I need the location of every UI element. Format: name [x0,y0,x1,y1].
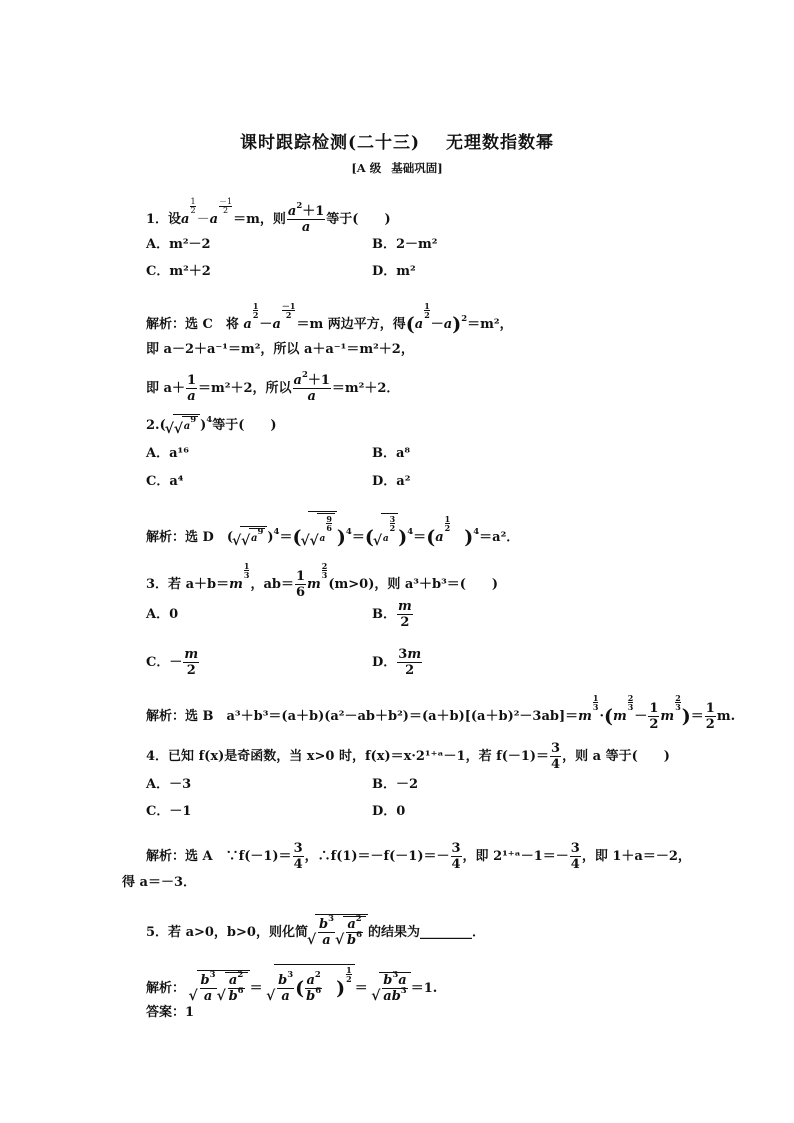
q5-answer: 答案：1 [146,1005,195,1020]
q4-option-a: A．－3 [146,777,192,792]
question-4: 4．已知 f(x)是奇函数，当 x>0 时，f(x)＝x·2¹⁺ᵃ－1，若 f(－1)＝ $\frac{3}{4}$ ，则 a 等于( ) [146,741,670,772]
page-title: 课时跟踪检测(二十三) 无理数指数幂 [239,133,555,153]
q3-option-d: D． $\frac{3m}{2}$ [372,647,422,678]
q1-solution-2: 即 a－2＋a⁻¹＝m²，所以 a＋a⁻¹＝m²＋2， [146,342,414,357]
q3-option-a: A．0 [146,607,179,622]
q1-option-a: A．m²－2 [146,237,211,252]
q2-option-b: B．a⁸ [372,446,411,461]
q4-option-b: B．－2 [372,777,419,792]
question-2: 2.(√ √ $a^9$ )$^4$等于( ) [146,414,277,436]
q1-solution-3: 即 a＋ $\frac{1}{a}$ ＝m²＋2，所以 $\frac{a^2+1}{a}$ ＝m²＋2． [146,370,400,404]
q3-option-b: B． $\frac{m}{2}$ [372,599,412,630]
q4-solution-1: 解析：选 A ∵f(－1)＝ $\frac{3}{4}$ ，∴f(1)＝－f(－1)＝－ $\frac{3}{4}$ ，即 2¹⁺ᵃ－1＝－ $\frac{3}{4}$ ，即 1＋a＝－2， [146,841,691,872]
q4-option-d: D．0 [372,804,406,819]
question-1: 1．设a $\frac{1}{2}$ －a $\frac{-1}{2}$ ＝m，则 $\frac{a^2+1}{a}$ 等于( ) [146,197,391,235]
q4-solution-2: 得 a＝－3． [122,875,196,890]
level-heading: [A 级 基础巩固] [351,161,443,175]
question-5: 5．若 a>0，b>0，则化简 √ $\frac{b^3}{a}$ √ $\frac{a^2}{b^6}$ 的结果为________． [146,914,485,947]
q1-option-d: D．m² [372,264,416,279]
q5-solution: 解析： √ $\frac{b^3}{a}$ √ $\frac{a^2}{b^6}$ ＝ √ $\frac{b^3}{a}$ ( $\frac{a^2}{b^6}$ ) $\frac{1}{2}$ ＝ √ $\frac{b^3a}{ab^3}$ ＝1. [146,964,437,1003]
q1-solution-1: 解析：选 C 将 a $\frac{1}{2}$ －a $\frac{-1}{2}$ ＝m 两边平方，得(a $\frac{1}{2}$ －a)$^2$＝m²， [146,301,513,336]
q1-option-b: B．2－m² [372,237,438,252]
q3-option-c: C．－ $\frac{m}{2}$ [146,647,199,678]
q4-option-c: C．－1 [146,804,192,819]
q3-solution: 解析：选 B a³＋b³＝(a＋b)(a²－ab＋b²)＝(a＋b)[(a＋b)²－3ab]＝m $\frac{1}{3}$ ·(m $\frac{2}{3}$ － $\frac{1}{2}$ m $\frac{2}{3}$ )＝ $\frac{1}{2}$ m. [146,693,736,732]
q2-option-c: C．a⁴ [146,474,184,489]
question-3: 3．若 a＋b＝m $\frac{1}{3}$ ，ab＝ $\frac{1}{6}$ m $\frac{2}{3}$ (m>0)，则 a³＋b³＝( ) [146,561,499,600]
q2-option-d: D．a² [372,474,411,489]
q2-solution: 解析：选 D (√ √ $a^9$ )$^4$＝(√ √ a $\frac{9}{6}$ )$^4$＝(√ a $\frac{3}{2}$ )$^4$＝(a $\frac{1}{2}$ )$^4$＝a²． [146,511,519,548]
q2-option-a: A．a¹⁶ [146,446,189,461]
q1-option-c: C．m²＋2 [146,264,211,279]
